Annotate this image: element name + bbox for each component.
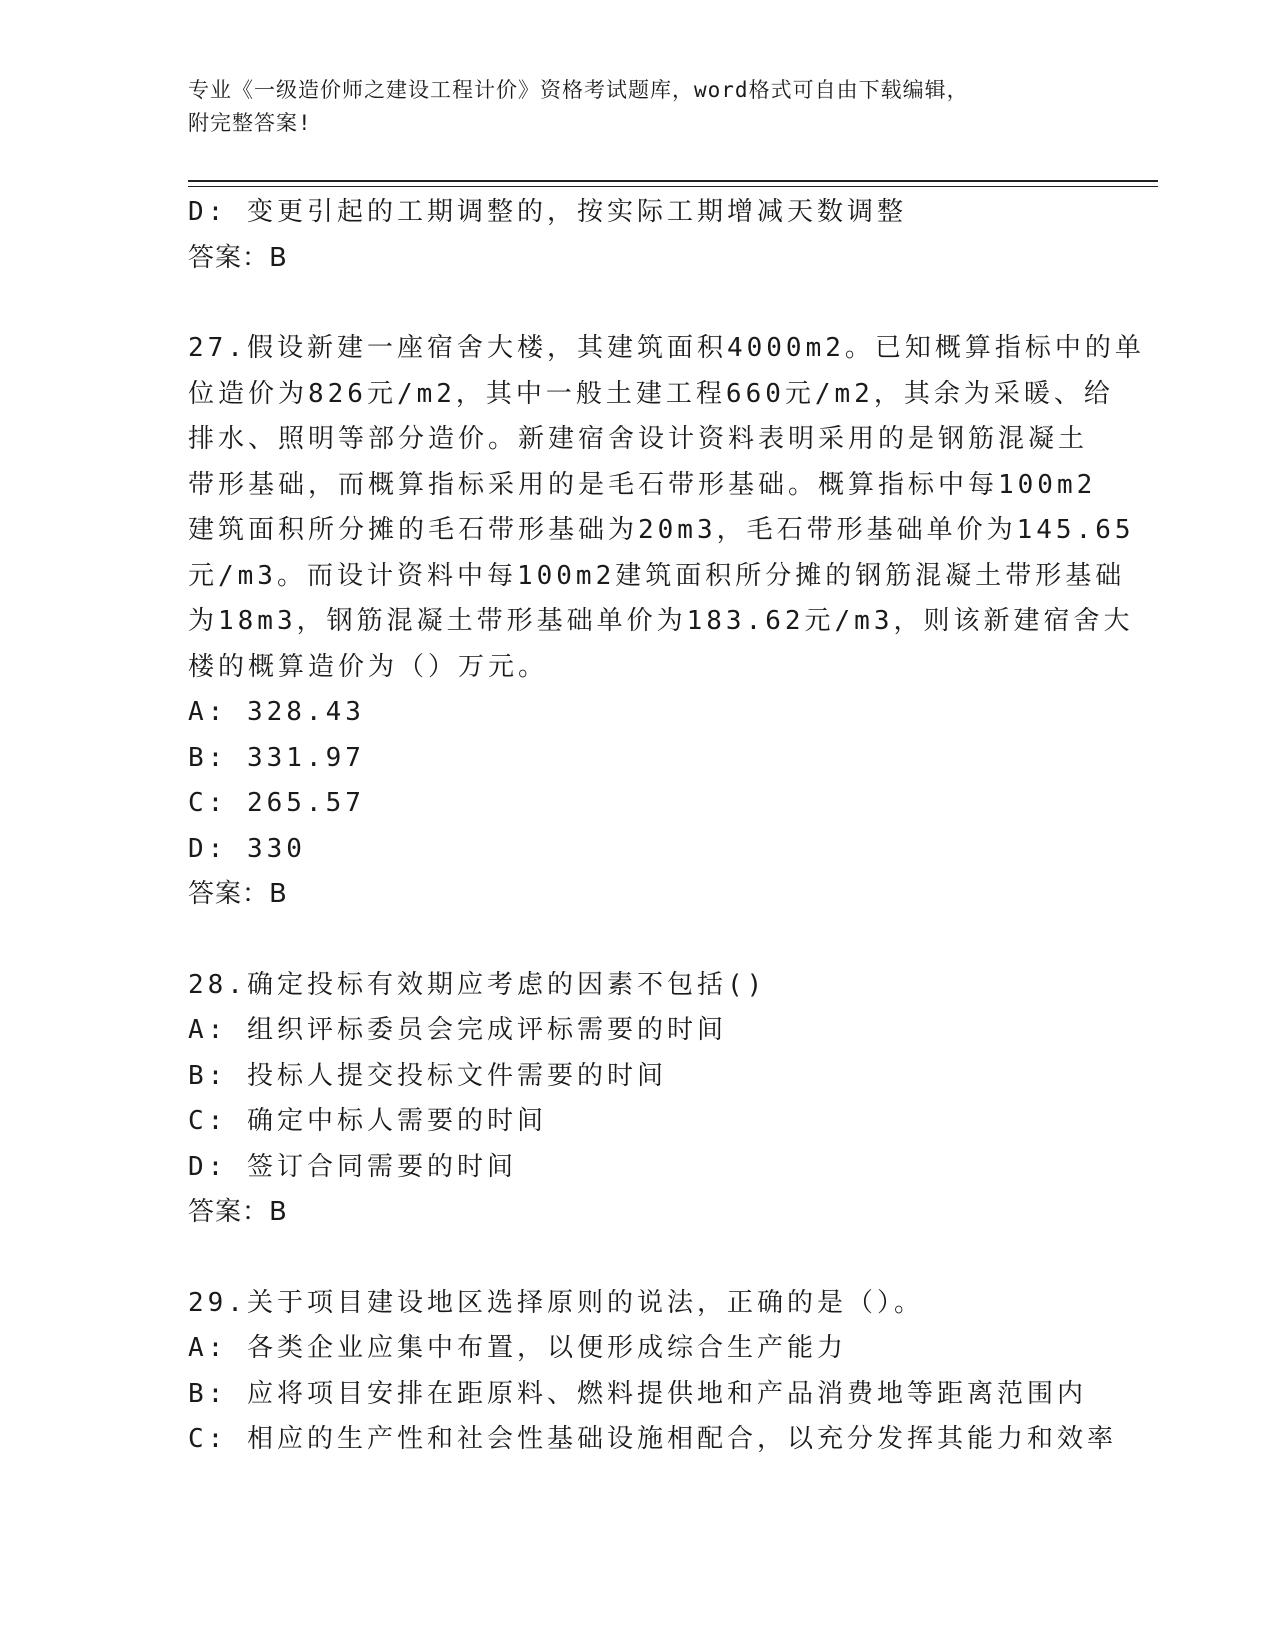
prev-question-tail	[188, 190, 1088, 281]
question-27-line: 楼的概算造价为（）万元。	[188, 651, 549, 682]
spacer	[188, 1236, 1088, 1281]
option-b: B: 投标人提交投标文件需要的时间	[188, 1060, 667, 1091]
answer-label: 答案：B	[188, 1197, 288, 1227]
question-27-line: 元/m3。而设计资料中每100m2建筑面积所分摊的钢筋混凝土带形基础	[188, 560, 1126, 591]
spacer	[188, 918, 1088, 963]
option-a: A: 各类企业应集中布置，以便形成综合生产能力	[188, 1333, 847, 1363]
question-27-line: 建筑面积所分摊的毛石带形基础为20m3，毛石带形基础单价为145.65	[188, 515, 1135, 545]
header-divider-thin	[188, 186, 1158, 187]
option-d: D: 变更引起的工期调整的，按实际工期增减天数调整	[188, 197, 907, 227]
question-27	[188, 326, 1145, 918]
question-content	[188, 190, 1145, 1463]
option-c: C: 相应的生产性和社会性基础设施相配合，以充分发挥其能力和效率	[188, 1424, 1117, 1454]
answer-label: 答案：B	[188, 879, 288, 909]
option-c: C: 265.57	[188, 788, 365, 818]
header-line-2: 附完整答案!	[188, 111, 312, 135]
header-divider-thick	[188, 180, 1158, 182]
question-27-line: 位造价为826元/m2，其中一般土建工程660元/m2，其余为采暖、给	[188, 378, 1114, 409]
question-27-line: 为18m3，钢筋混凝土带形基础单价为183.62元/m3，则该新建宿舍大	[188, 606, 1134, 636]
question-27-line: 排水、照明等部分造价。新建宿舍设计资料表明采用的是钢筋混凝土	[188, 424, 1089, 454]
header-line-1: 专业《一级造价师之建设工程计价》资格考试题库，word格式可自由下载编辑，	[188, 78, 969, 102]
question-27-line: 27.假设新建一座宿舍大楼，其建筑面积4000m2。已知概算指标中的单	[188, 333, 1145, 363]
answer-label: 答案：B	[188, 242, 288, 273]
question-27-line: 带形基础，而概算指标采用的是毛石带形基础。概算指标中每100m2	[188, 469, 1097, 500]
question-28	[188, 963, 1088, 1236]
question-29	[188, 1281, 1117, 1463]
document-header	[188, 74, 1068, 140]
question-29-stem: 29.关于项目建设地区选择原则的说法，正确的是（）。	[188, 1287, 924, 1318]
option-d: D: 签订合同需要的时间	[188, 1151, 517, 1182]
option-d: D: 330	[188, 833, 306, 864]
question-28-stem: 28.确定投标有效期应考虑的因素不包括()	[188, 969, 767, 1000]
spacer	[188, 281, 1088, 326]
option-b: B: 应将项目安排在距原料、燃料提供地和产品消费地等距离范围内	[188, 1378, 1087, 1409]
option-a: A: 328.43	[188, 697, 365, 727]
option-b: B: 331.97	[188, 742, 365, 773]
option-c: C: 确定中标人需要的时间	[188, 1106, 547, 1136]
option-a: A: 组织评标委员会完成评标需要的时间	[188, 1015, 727, 1045]
